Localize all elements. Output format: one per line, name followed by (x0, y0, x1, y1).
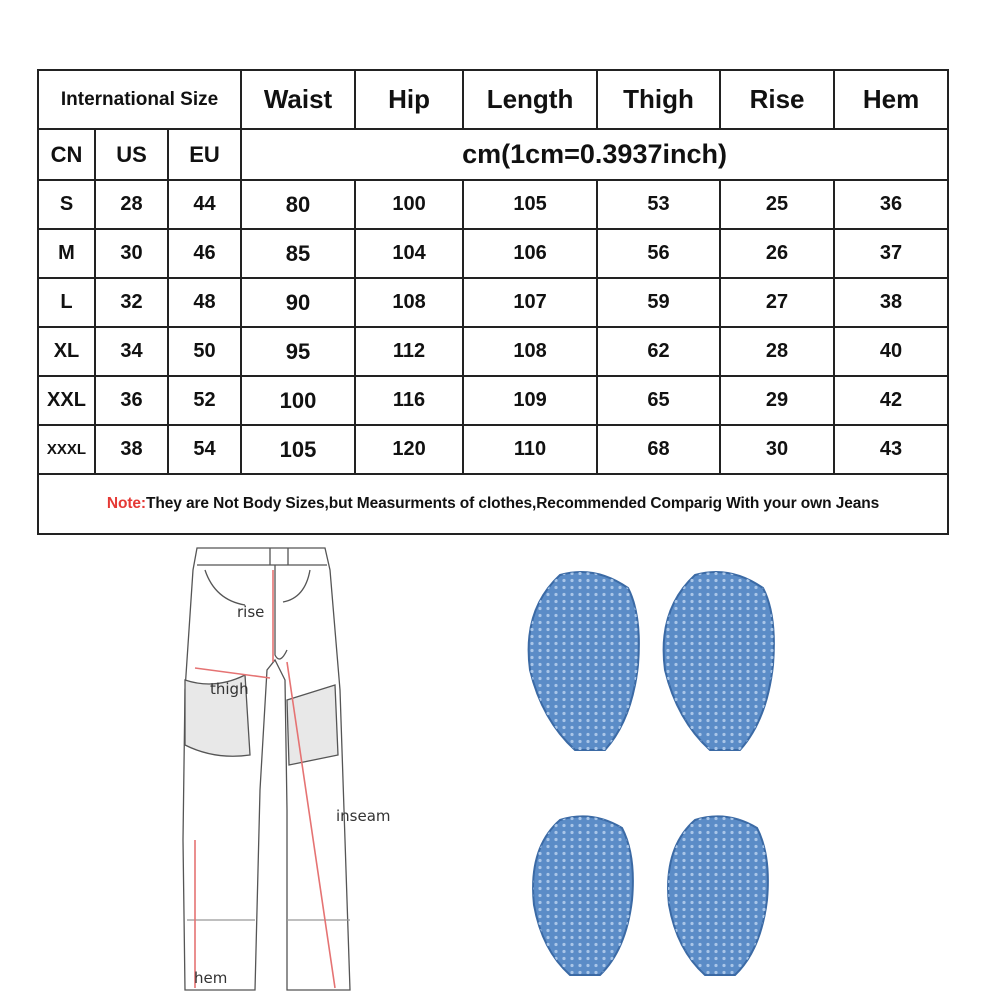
cell-hip: 104 (355, 229, 463, 278)
cell-rise: 28 (720, 327, 834, 376)
cell-eu: 44 (168, 180, 241, 229)
cell-eu: 48 (168, 278, 241, 327)
cell-waist: 85 (241, 229, 355, 278)
knee-pad-bottom-left (533, 816, 633, 975)
cell-hem: 37 (834, 229, 948, 278)
cell-hip: 112 (355, 327, 463, 376)
cell-length: 105 (463, 180, 597, 229)
cell-cn: L (38, 278, 95, 327)
pants-measurement-diagram (175, 540, 425, 995)
cell-us: 38 (95, 425, 168, 474)
international-size-header: International Size (38, 70, 241, 129)
cell-thigh: 62 (597, 327, 720, 376)
note-row (38, 474, 948, 534)
cell-length: 107 (463, 278, 597, 327)
cell-us: 34 (95, 327, 168, 376)
rise-header: Rise (720, 70, 834, 129)
cell-eu: 52 (168, 376, 241, 425)
cell-hem: 36 (834, 180, 948, 229)
cell-waist: 95 (241, 327, 355, 376)
cell-cn: XXXL (38, 425, 95, 474)
knee-pads-image (520, 570, 790, 980)
length-header: Length (463, 70, 597, 129)
cell-rise: 29 (720, 376, 834, 425)
thigh-header: Thigh (597, 70, 720, 129)
cell-hip: 108 (355, 278, 463, 327)
cell-eu: 54 (168, 425, 241, 474)
cell-length: 110 (463, 425, 597, 474)
cell-length: 106 (463, 229, 597, 278)
size-chart-table (37, 69, 949, 535)
cell-length: 108 (463, 327, 597, 376)
hip-header: Hip (355, 70, 463, 129)
cell-waist: 100 (241, 376, 355, 425)
table-row (38, 229, 948, 278)
cn-header: CN (38, 129, 95, 180)
cell-thigh: 53 (597, 180, 720, 229)
table-row (38, 425, 948, 474)
hem-label: hem (194, 969, 228, 987)
cell-thigh: 68 (597, 425, 720, 474)
us-header: US (95, 129, 168, 180)
cell-cn: XL (38, 327, 95, 376)
table-row (38, 327, 948, 376)
subheader-row (38, 129, 948, 180)
rise-label: rise (237, 603, 265, 621)
cell-rise: 30 (720, 425, 834, 474)
cell-hem: 42 (834, 376, 948, 425)
cell-thigh: 56 (597, 229, 720, 278)
cell-waist: 80 (241, 180, 355, 229)
cell-us: 36 (95, 376, 168, 425)
table-row (38, 278, 948, 327)
thigh-label: thigh (210, 680, 249, 698)
waist-header: Waist (241, 70, 355, 129)
cell-eu: 46 (168, 229, 241, 278)
cell-rise: 25 (720, 180, 834, 229)
cell-waist: 105 (241, 425, 355, 474)
cell-hem: 40 (834, 327, 948, 376)
knee-pad-top-right (664, 572, 774, 750)
knee-pad-bottom-right (668, 816, 768, 975)
cell-cn: XXL (38, 376, 95, 425)
cell-us: 28 (95, 180, 168, 229)
cell-us: 32 (95, 278, 168, 327)
cell-us: 30 (95, 229, 168, 278)
cell-hip: 120 (355, 425, 463, 474)
cell-waist: 90 (241, 278, 355, 327)
note-cell (38, 474, 948, 534)
cell-thigh: 59 (597, 278, 720, 327)
cell-hem: 38 (834, 278, 948, 327)
measure-lines (195, 570, 335, 988)
hem-header: Hem (834, 70, 948, 129)
eu-header: EU (168, 129, 241, 180)
cell-hem: 43 (834, 425, 948, 474)
cell-length: 109 (463, 376, 597, 425)
cell-rise: 26 (720, 229, 834, 278)
inseam-label: inseam (336, 807, 391, 825)
cell-hip: 116 (355, 376, 463, 425)
note-text: They are Not Body Sizes,but Measurments of clothes,Recommended Comparig With your own Jeans (145, 495, 880, 512)
cell-eu: 50 (168, 327, 241, 376)
cell-cn: M (38, 229, 95, 278)
note-label: Note: (106, 495, 146, 512)
cell-hip: 100 (355, 180, 463, 229)
knee-pad-top-left (529, 572, 639, 750)
cell-thigh: 65 (597, 376, 720, 425)
cell-cn: S (38, 180, 95, 229)
cell-rise: 27 (720, 278, 834, 327)
unit-label: cm(1cm=0.3937inch) (241, 129, 948, 180)
table-row (38, 376, 948, 425)
table-row (38, 180, 948, 229)
header-row (38, 70, 948, 129)
